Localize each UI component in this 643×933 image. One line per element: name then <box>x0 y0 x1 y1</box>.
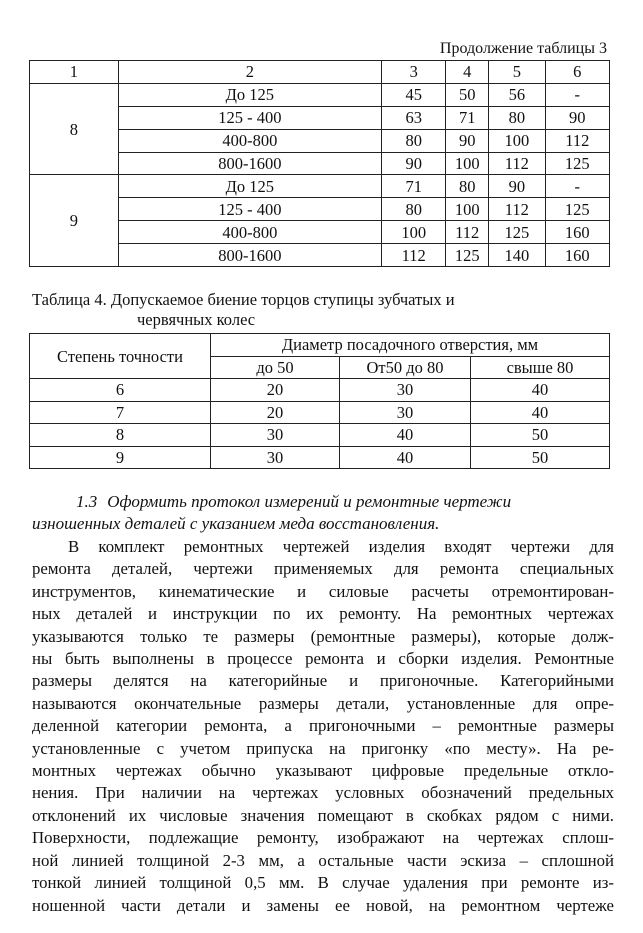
table-cell: 45 <box>382 83 446 106</box>
table-cell: 400-800 <box>118 129 381 152</box>
caption-line-1: Таблица 4. Допускаемое биение торцов ступицы зубчатых и <box>32 290 455 309</box>
table-cell: 125 - 400 <box>118 106 381 129</box>
table-cell: 63 <box>382 106 446 129</box>
table-cell: 20 <box>211 379 340 402</box>
paragraph-line: ных деталей и инструкции по их ремонту. На ремонтных чертежах <box>32 604 614 624</box>
subheader-cell: свыше 80 <box>471 356 610 379</box>
header-cell: 3 <box>382 61 446 84</box>
body-paragraph <box>32 536 614 917</box>
table-cell: 112 <box>489 198 546 221</box>
table-continuation-label: Продолжение таблицы 3 <box>439 40 607 57</box>
table-row <box>30 83 610 106</box>
header-cell: 4 <box>446 61 489 84</box>
section-heading <box>32 491 621 535</box>
table-cell: 100 <box>489 129 546 152</box>
table-cell: 20 <box>211 401 340 424</box>
degree-cell: 9 <box>30 446 211 469</box>
table-cell: До 125 <box>118 175 381 198</box>
table-cell: 125 <box>446 244 489 267</box>
section-number: 1.3 <box>76 492 98 511</box>
table-cell: 80 <box>382 129 446 152</box>
paragraph-line: ны быть выполнены в процессе ремонта и сборки изделия. Ремонтные <box>32 649 614 669</box>
table-cell: 71 <box>382 175 446 198</box>
paragraph-line: нения. При наличии на чертежах условных обозначений предельных <box>32 783 614 803</box>
table-cell: 30 <box>340 379 471 402</box>
degree-cell: 9 <box>30 175 119 267</box>
table-cell: 50 <box>471 446 610 469</box>
paragraph-line: отклонений их числовые значения помещают в скобках рядом с ними. <box>32 805 614 825</box>
degree-cell: 8 <box>30 83 119 175</box>
table-cell: 800-1600 <box>118 244 381 267</box>
table-cell: 100 <box>446 198 489 221</box>
table-cell: 30 <box>211 446 340 469</box>
degree-cell: 8 <box>30 424 211 447</box>
paragraph-line: деленной категории ремонта, а пригоночными – ремонтные размеры <box>32 716 614 736</box>
table-cell: 125 - 400 <box>118 198 381 221</box>
table-row <box>30 446 610 469</box>
degree-cell: 7 <box>30 401 211 424</box>
table-cell: 90 <box>446 129 489 152</box>
table-4 <box>29 333 610 469</box>
paragraph-line: ной линией толщиной 2-3 мм, а остальные части эскиза – сплошной <box>32 850 614 870</box>
table-row <box>30 424 610 447</box>
table-cell: 160 <box>545 221 609 244</box>
section-title-line-1: Оформить протокол измерений и ремонтные чертежи <box>107 492 512 511</box>
header-cell: 6 <box>545 61 609 84</box>
table-cell: 800-1600 <box>118 152 381 175</box>
table-cell: 125 <box>545 198 609 221</box>
paragraph-line: называются окончательные размеры детали, установленные для опре- <box>32 693 614 713</box>
paragraph-line: размеры делятся на категорийные и пригоночные. Категорийными <box>32 671 614 691</box>
table-cell: 160 <box>545 244 609 267</box>
table-cell: 112 <box>382 244 446 267</box>
table-cell: 140 <box>489 244 546 267</box>
table-cell: 71 <box>446 106 489 129</box>
table-row <box>30 401 610 424</box>
table-cell: 90 <box>382 152 446 175</box>
table-cell: 90 <box>545 106 609 129</box>
table-row <box>30 175 610 198</box>
table-cell: 112 <box>545 129 609 152</box>
subheader-cell: до 50 <box>211 356 340 379</box>
table-cell: 400-800 <box>118 221 381 244</box>
table-cell: 40 <box>340 446 471 469</box>
table-cell: 125 <box>489 221 546 244</box>
header-cell: 1 <box>30 61 119 84</box>
table-cell: 80 <box>382 198 446 221</box>
paragraph-line: тонкой линией толщиной 0,5 мм. В случае удаления при ремонте из- <box>32 873 614 893</box>
table-cell: 80 <box>446 175 489 198</box>
table-cell: 40 <box>471 401 610 424</box>
paragraph-line: ношенной части детали и замены ее новой, на ремонтном чертеже <box>32 895 614 915</box>
table-cell: 40 <box>471 379 610 402</box>
header-cell: 2 <box>118 61 381 84</box>
table-cell: 112 <box>489 152 546 175</box>
table-cell: 30 <box>211 424 340 447</box>
caption-line-2: червячных колес <box>137 310 256 329</box>
table-4-caption <box>32 290 592 330</box>
header-diameter: Диаметр посадочного отверстия, мм <box>211 334 610 357</box>
table-cell: 90 <box>489 175 546 198</box>
subheader-cell: От50 до 80 <box>340 356 471 379</box>
table-row <box>30 379 610 402</box>
table-cell: 125 <box>545 152 609 175</box>
table-cell: До 125 <box>118 83 381 106</box>
table-cell: 112 <box>446 221 489 244</box>
table-cell: 100 <box>382 221 446 244</box>
paragraph-line: ремонта деталей, чертежи применяемых для ремонта специальных <box>32 559 614 579</box>
paragraph-line: В комплект ремонтных чертежей изделия входят чертежи для <box>68 537 614 556</box>
table-cell: 40 <box>340 424 471 447</box>
header-cell: 5 <box>489 61 546 84</box>
paragraph-line: установленные с учетом припуска на пригонку «по месту». На ре- <box>32 738 614 758</box>
paragraph-line: Поверхности, подлежащие ремонту, изображают на чертежах сплош- <box>32 828 614 848</box>
table-header-row <box>30 61 610 84</box>
table-cell: 50 <box>471 424 610 447</box>
table-cell: 56 <box>489 83 546 106</box>
paragraph-line: инструментов, кинематические и силовые расчеты отремонтирован- <box>32 581 614 601</box>
table-cell: 100 <box>446 152 489 175</box>
table-cell: 50 <box>446 83 489 106</box>
header-degree: Степень точности <box>30 334 211 379</box>
table-cell: - <box>545 83 609 106</box>
table-3 <box>29 60 610 267</box>
table-cell: 80 <box>489 106 546 129</box>
paragraph-line: монтных чертежах обычно указывают цифровые предельные откло- <box>32 761 614 781</box>
table-cell: - <box>545 175 609 198</box>
paragraph-line: указываются только те размеры (ремонтные размеры), которые долж- <box>32 626 614 646</box>
section-title-line-2: изношенных деталей с указанием меда восстановления. <box>32 514 440 533</box>
table-cell: 30 <box>340 401 471 424</box>
degree-cell: 6 <box>30 379 211 402</box>
